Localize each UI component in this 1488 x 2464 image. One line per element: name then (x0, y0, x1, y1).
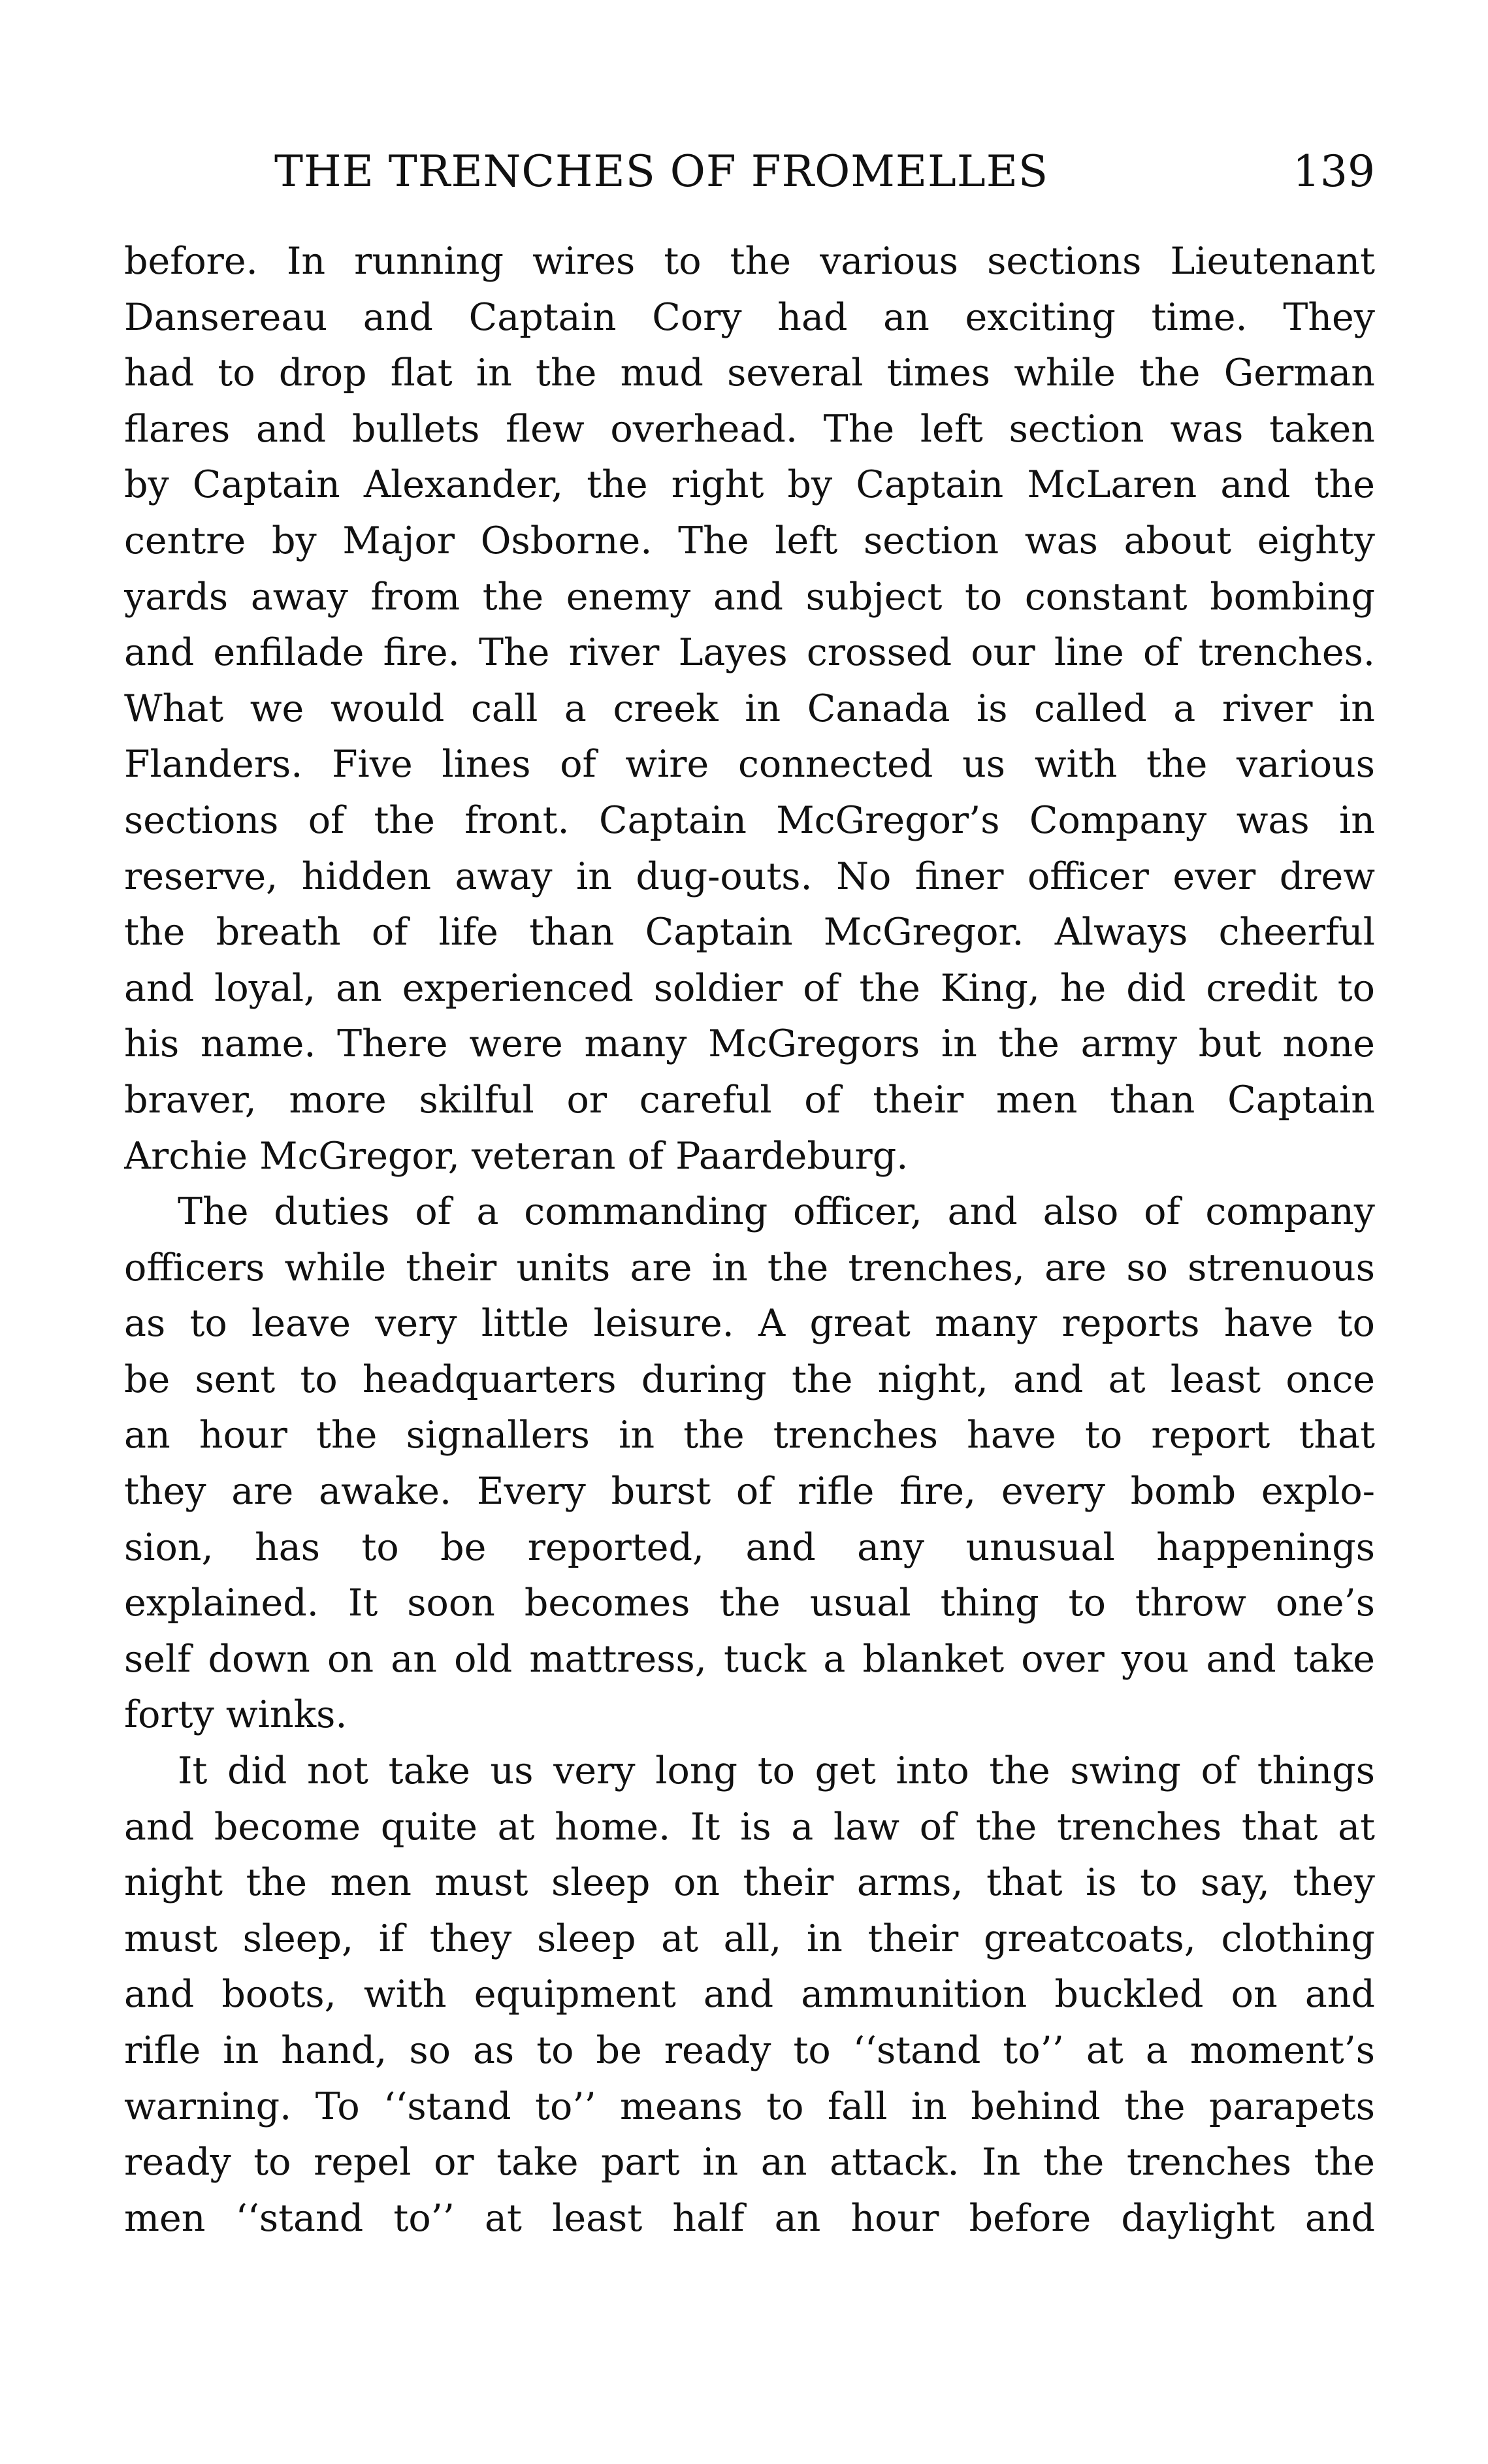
body-text (124, 234, 1375, 2246)
paragraph-1 (124, 234, 1375, 1184)
text-line: explained. It soon becomes the usual thing to throw one’s (124, 1581, 1375, 1625)
text-line: an hour the signallers in the trenches have to report that (124, 1414, 1375, 1457)
text-line: must sleep, if they sleep at all, in their greatcoats, clothing (124, 1917, 1375, 1960)
text-line: yards away from the enemy and subject to constant bombing (124, 575, 1375, 619)
text-line: Dansereau and Captain Cory had an exciting time. They (124, 295, 1375, 339)
text-line: night the men must sleep on their arms, that is to say, they (124, 1861, 1375, 1905)
text-line: as to leave very little leisure. A great many reports have to (124, 1302, 1375, 1346)
text-line: they are awake. Every burst of rifle fire, every bomb explo- (124, 1470, 1375, 1514)
paragraph-2 (124, 1184, 1375, 1743)
text-line: Archie McGregor, veteran of Paardeburg. (124, 1134, 909, 1178)
text-line: centre by Major Osborne. The left section was about eighty (124, 519, 1375, 562)
text-line: and become quite at home. It is a law of the trenches that at (124, 1805, 1375, 1849)
text-line: and boots, with equipment and ammunition buckled on and (124, 1973, 1375, 2017)
paragraph-3 (124, 1743, 1375, 2246)
text-line: The duties of a commanding officer, and also of company (178, 1190, 1375, 1234)
text-line: warning. To ‘‘stand to’’ means to fall in behind the parapets (124, 2084, 1375, 2128)
text-line: officers while their units are in the trenches, are so strenuous (124, 1246, 1375, 1289)
running-title: THE TRENCHES OF FROMELLES (274, 146, 1049, 197)
text-line: braver, more skilful or careful of their men than Captain (124, 1078, 1375, 1122)
text-line: the breath of life than Captain McGregor. Always cheerful (124, 911, 1375, 954)
text-line: men ‘‘stand to’’ at least half an hour before daylight and (124, 2196, 1375, 2240)
text-line: self down on an old mattress, tuck a blanket over you and take (124, 1637, 1375, 1681)
text-line: before. In running wires to the various sections Lieutenant (124, 240, 1375, 283)
page-header (124, 136, 1375, 208)
text-line: It did not take us very long to get into the swing of things (178, 1749, 1375, 1793)
text-line: sections of the front. Captain McGregor’s Company was in (124, 798, 1375, 842)
text-line: had to drop flat in the mud several times while the German (124, 351, 1375, 395)
text-line: reserve, hidden away in dug-outs. No finer officer ever drew (124, 854, 1375, 898)
text-line: his name. There were many McGregors in the army but none (124, 1022, 1375, 1066)
text-line: rifle in hand, so as to be ready to ‘‘stand to’’ at a moment’s (124, 2029, 1375, 2072)
text-line: ready to repel or take part in an attack. In the trenches the (124, 2141, 1375, 2184)
text-line: Flanders. Five lines of wire connected us with the various (124, 743, 1375, 786)
text-line: and enfilade fire. The river Layes crossed our line of trenches. (124, 631, 1375, 675)
text-line: be sent to headquarters during the night, and at least once (124, 1357, 1375, 1401)
page-number: 139 (1293, 146, 1375, 197)
text-line: and loyal, an experienced soldier of the King, he did credit to (124, 966, 1375, 1010)
text-line: What we would call a creek in Canada is called a river in (124, 687, 1375, 730)
text-line: sion, has to be reported, and any unusual happenings (124, 1525, 1375, 1569)
text-line: by Captain Alexander, the right by Captain McLaren and the (124, 463, 1375, 507)
text-line: forty winks. (124, 1693, 348, 1737)
text-line: flares and bullets flew overhead. The left section was taken (124, 407, 1375, 451)
